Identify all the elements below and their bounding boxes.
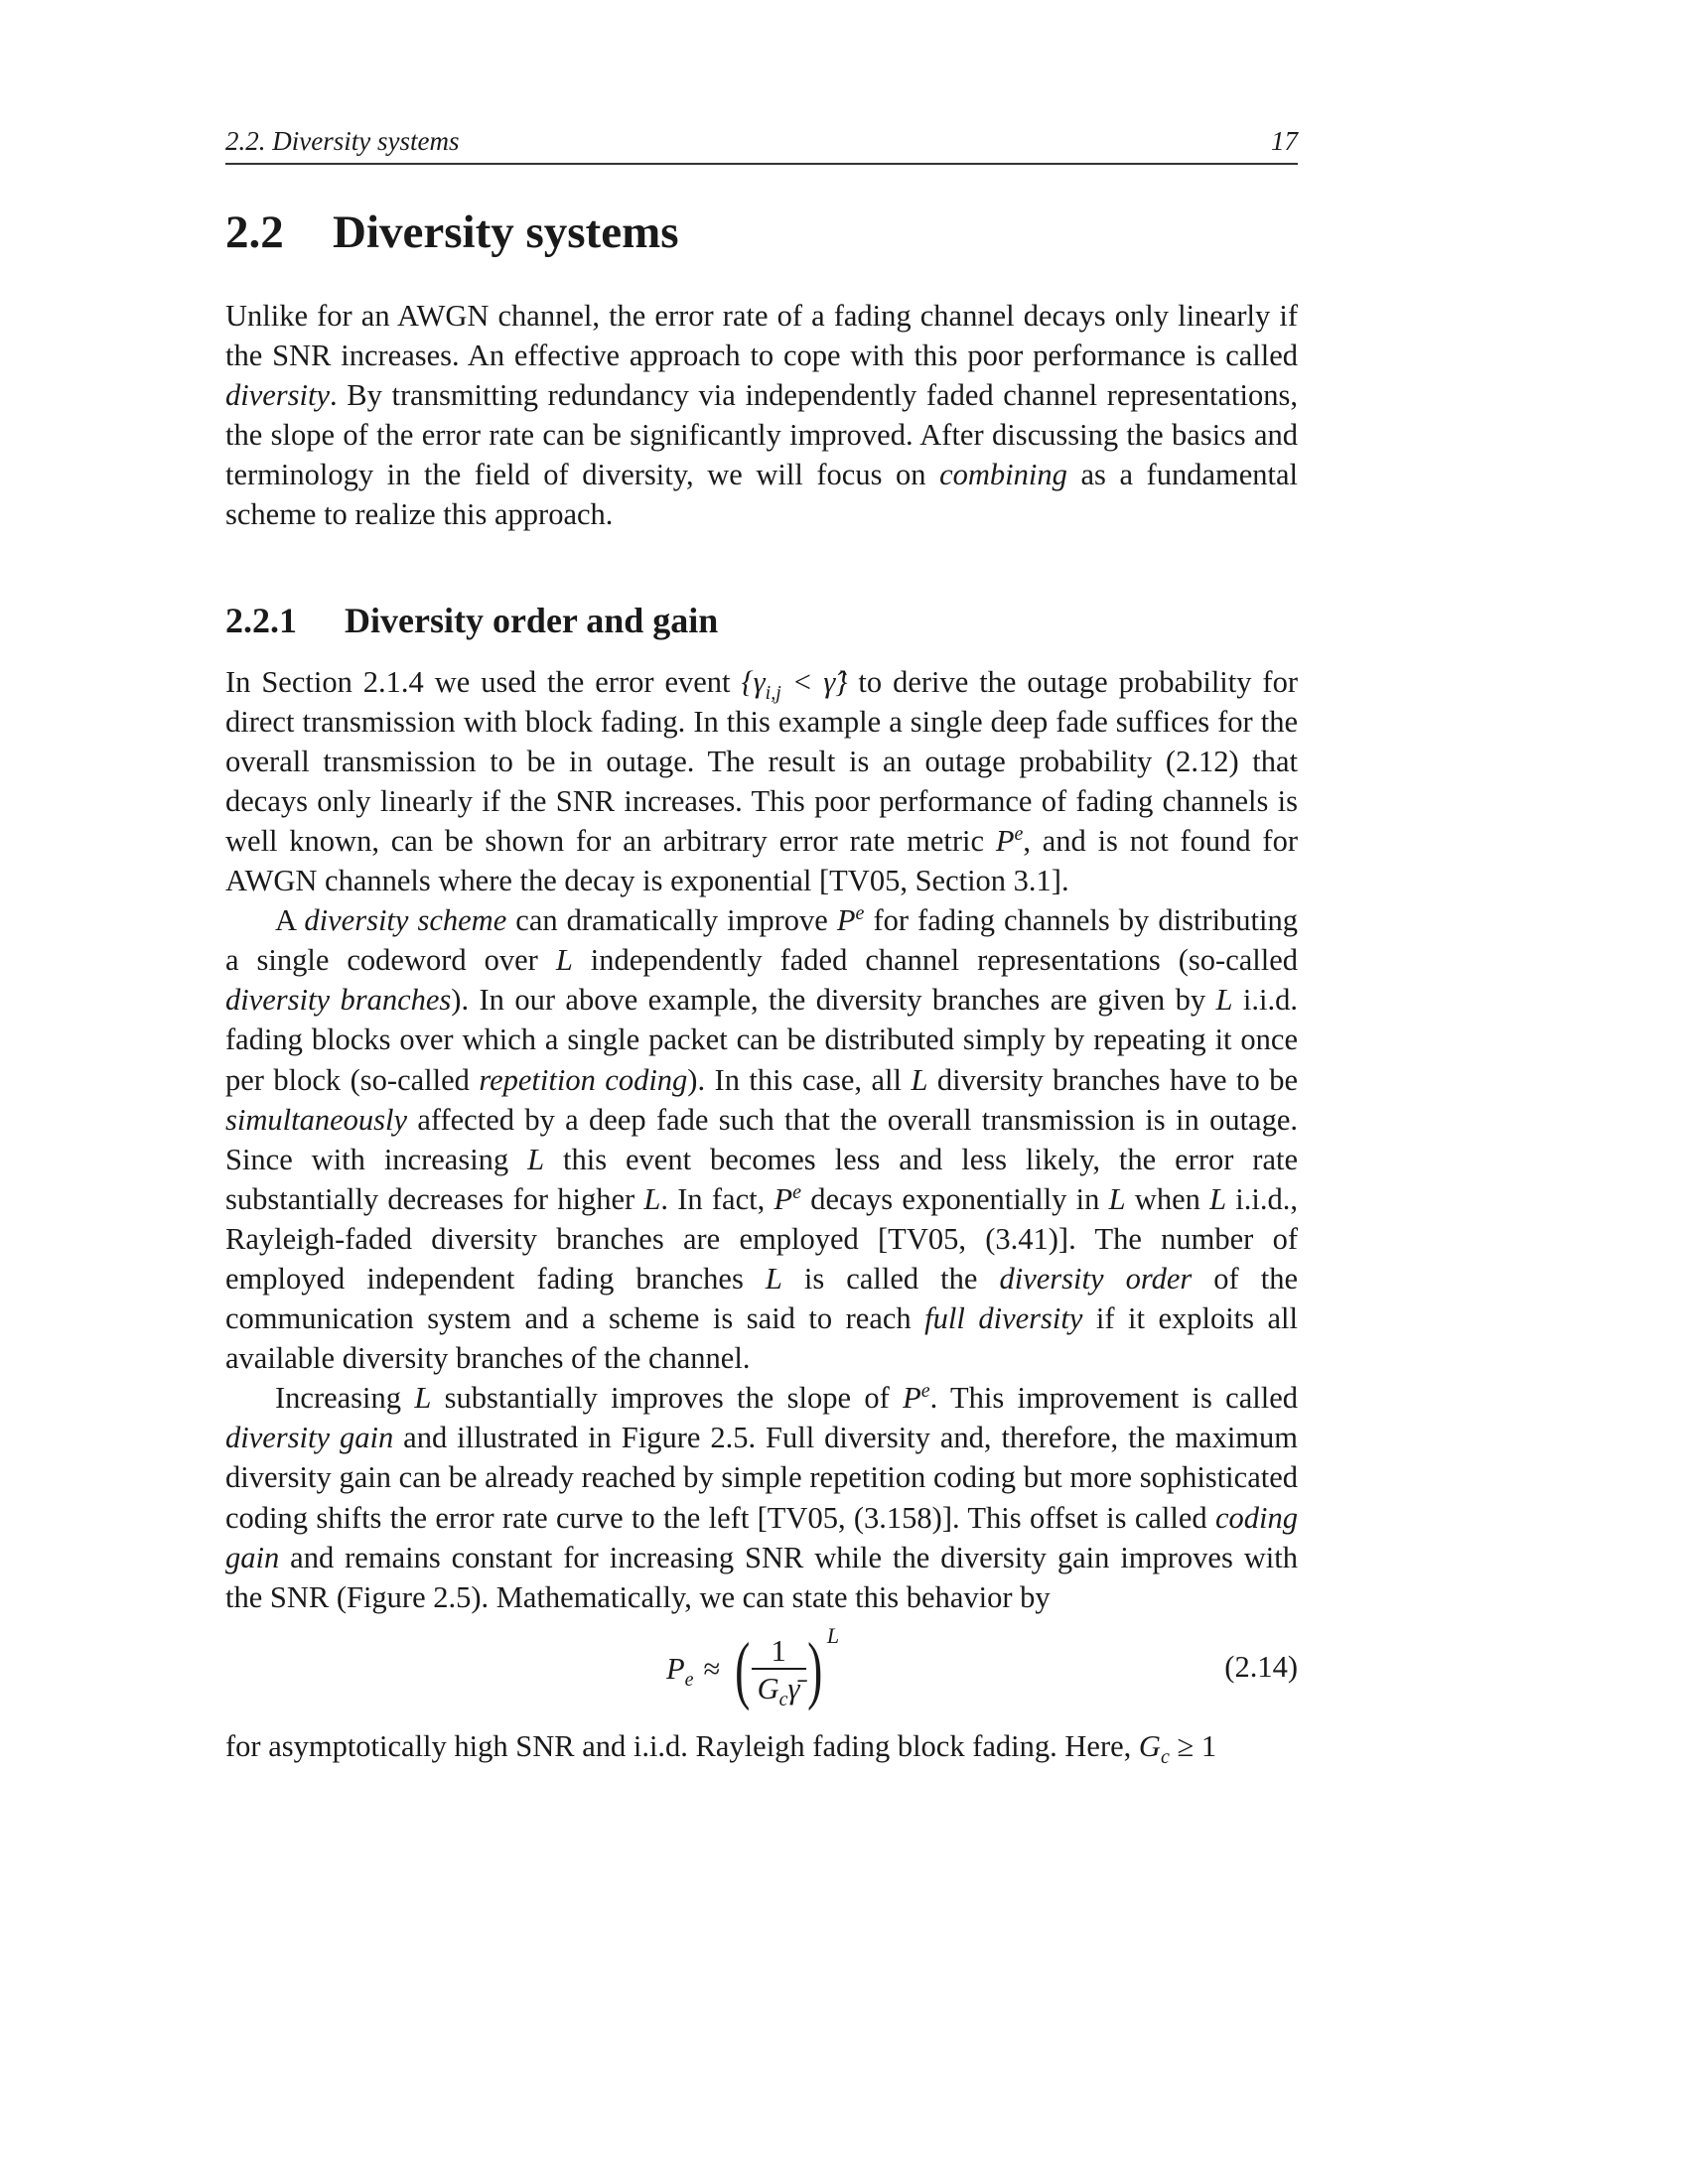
term-diversity: diversity [225, 378, 331, 413]
subsection-heading [225, 597, 1298, 644]
eq-numerator: 1 [771, 1633, 786, 1668]
eq-denominator: $G_c\gammā$ [752, 1668, 806, 1706]
page [225, 119, 1298, 1766]
eq-lhs: $P_e$ [666, 1652, 694, 1692]
section-title: Diversity systems [333, 206, 679, 258]
math-error-event: {$\gamma_{i,j}$ < γ̂} [741, 664, 848, 704]
term-combining: combining [939, 458, 1067, 492]
eq-relation: ≈ [703, 1652, 721, 1687]
page-number: 17 [1271, 126, 1298, 156]
section-number: 2.2 [225, 206, 284, 258]
paragraph-error-event: In Section 2.1.4 we used the error event {$\gamma_{i,j}$ < γ̂} to derive the outage probability for direct transmission with block fading. In this example a single deep fade suffices for the overall transmission to be in outage. The result is an outage probability (2.12) that decays only linearly if the SNR increases. This poor performance of fading channels is well known, can be shown for an arbitrary error rate metric $P^e$, and is not found for AWGN channels where the decay is exponential [TV05, Section 3.1]. [225, 664, 1298, 898]
running-title: 2.2. Diversity systems [225, 126, 460, 156]
eq-close-paren: ) [806, 1627, 822, 1711]
paragraph-diversity-gain: Increasing L substantially improves the slope of $P^e$. This improvement is called diversity gain and illustrated in Figure 2.5. Full diversity and, therefore, the maximum diversity gain can be already reached by simple repetition coding but more sophisticated coding shifts the error rate curve to the left [TV05, (3.158)]. This offset is called coding gain and remains constant for increasing SNR while the diversity gain improves with the SNR (Figure 2.5). Mathematically, we can state this behavior by [225, 1380, 1298, 1614]
paragraph-diversity-scheme: A diversity scheme can dramatically improve $P^e$ for fading channels by distributing a single codeword over L independently faded channel representations (so-called diversity branches). In our above example, the diversity branches are given by L i.i.d. fading blocks over which a single packet can be distributed simply by repeating it once per block (so-called repetition coding). In this case, all L diversity branches have to be simultaneously affected by a deep fade such that the overall transmission is in outage. Since with increasing L this event becomes less and less likely, the error rate substantially decreases for higher L. In fact, $P^e$ decays exponentially in L when L i.i.d., Rayleigh-faded diversity branches are employed [TV05, (3.41)]. The number of employed independent fading branches L is called the diversity order of the communication system and a scheme is said to reach full diversity if it exploits all available diversity branches of the channel. [225, 901, 1299, 1376]
equation-number: (2.14) [1224, 1649, 1298, 1684]
running-head [225, 119, 1298, 165]
equation-body [666, 1621, 839, 1718]
subsection-title: Diversity order and gain [345, 600, 719, 640]
paragraph-asymptotic: for asymptotically high SNR and i.i.d. Rayleigh fading block fading. Here, $G_c \ge 1$ [225, 1728, 1217, 1768]
math-pe: $P^e$ [995, 822, 1024, 858]
eq-exponent: L [826, 1622, 840, 1648]
section-heading [225, 203, 1298, 262]
eq-fraction [752, 1633, 806, 1710]
subsection-number: 2.2.1 [225, 600, 297, 640]
paragraph-intro: Unlike for an AWGN channel, the error rate of a fading channel decays only linearly if the SNR increases. An effective approach to cope with this poor performance is called diversity. By transmitting redundancy via independently faded channel representations, the slope of the error rate can be significantly improved. After discussing the basics and terminology in the field of diversity, we will focus on combining as a fundamental scheme to realize this approach. [225, 299, 1298, 532]
eq-open-paren: ( [735, 1627, 751, 1711]
equation-2-14 [225, 1621, 1298, 1718]
